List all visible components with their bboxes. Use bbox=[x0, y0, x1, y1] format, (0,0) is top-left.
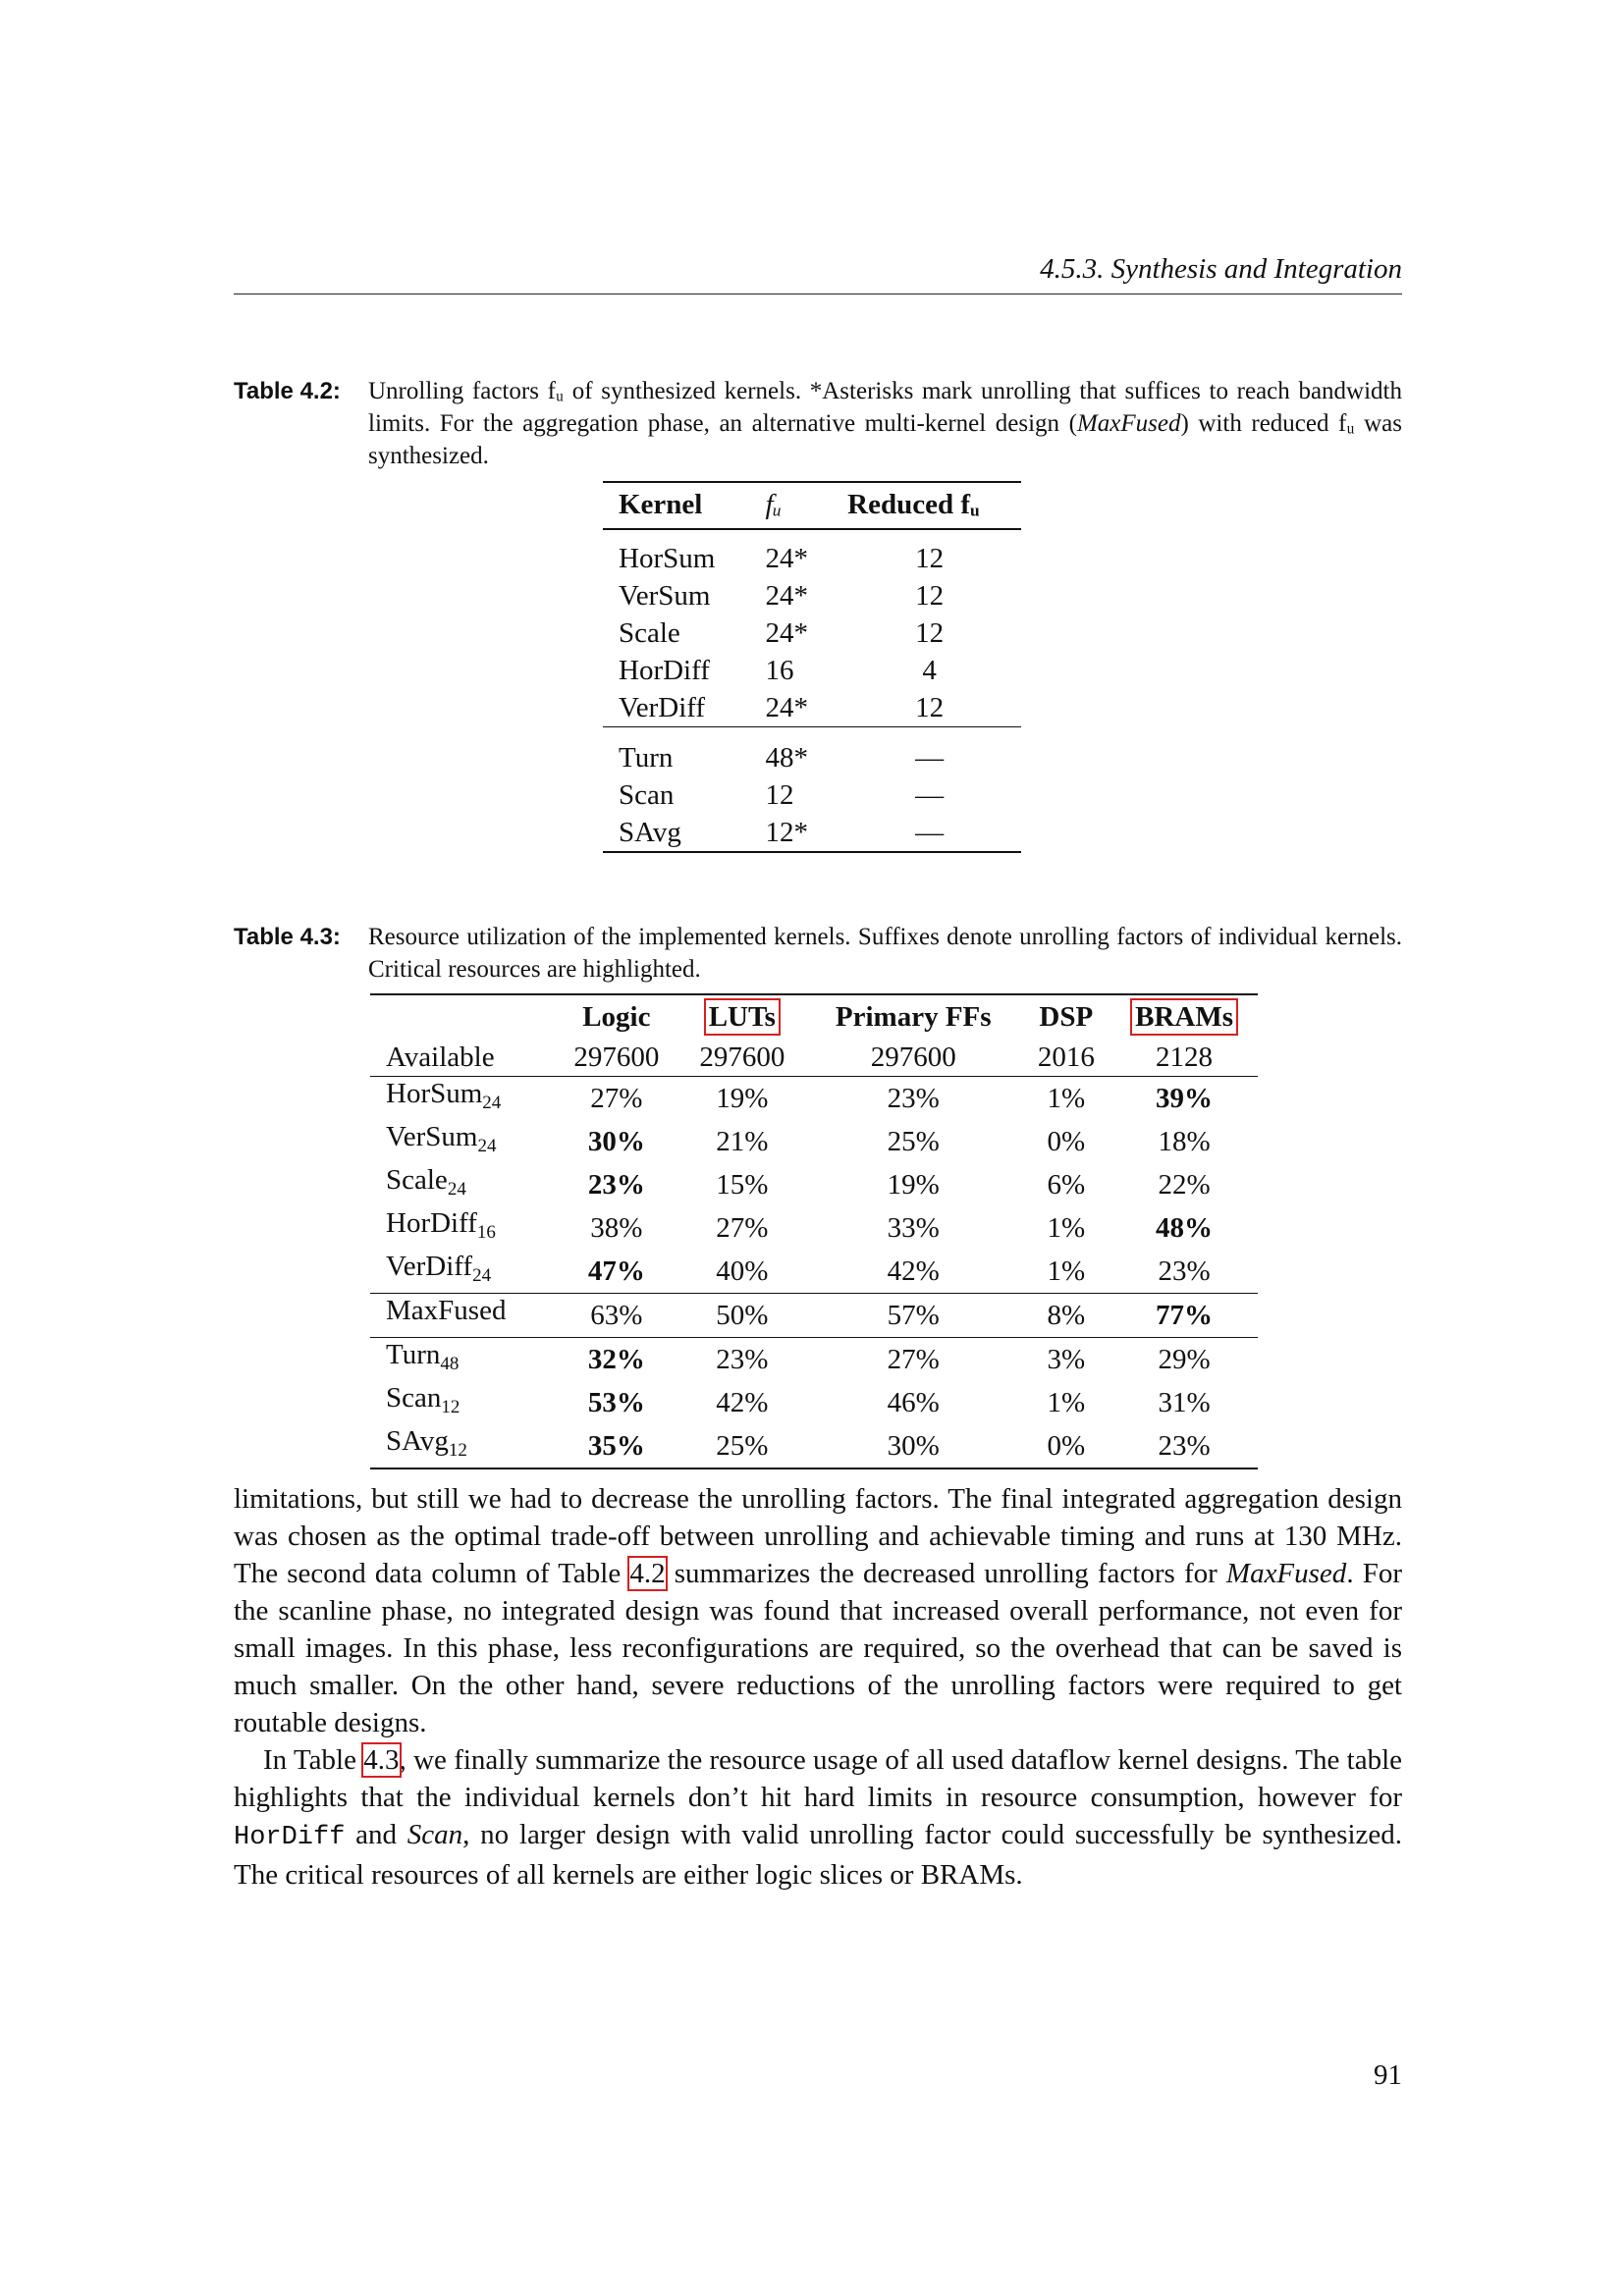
cell: 24* bbox=[765, 580, 809, 612]
table-4-2-caption bbox=[234, 375, 1402, 472]
cell: 48* bbox=[765, 742, 809, 774]
col-header-dsp: DSP bbox=[1039, 1000, 1094, 1033]
kernel-name bbox=[370, 1381, 554, 1424]
cell: 27% bbox=[716, 1211, 769, 1244]
cell: 4 bbox=[922, 655, 937, 686]
page-number: 91 bbox=[1374, 2059, 1402, 2091]
cell bbox=[554, 1250, 679, 1294]
table-row bbox=[603, 577, 1021, 614]
table-row bbox=[603, 529, 1021, 577]
cell: 24* bbox=[765, 617, 809, 649]
cell: 21% bbox=[716, 1125, 769, 1157]
cell: 24* bbox=[765, 543, 809, 574]
unroll-suffix: 12 bbox=[441, 1396, 460, 1417]
cell: 27% bbox=[590, 1082, 643, 1114]
caption-label: Table 4.3: bbox=[234, 924, 341, 950]
available-row bbox=[370, 1039, 1258, 1076]
cell: VerDiff bbox=[619, 692, 706, 723]
col-header: Reduced fᵤ bbox=[847, 488, 980, 520]
kernel-name bbox=[370, 1250, 554, 1294]
running-header: 4.5.3. Synthesis and Integration bbox=[234, 253, 1402, 294]
cell: 23% bbox=[716, 1343, 769, 1375]
col-header-brams bbox=[1110, 994, 1258, 1039]
highlight-box: BRAMs bbox=[1135, 1000, 1233, 1033]
table-row bbox=[370, 1293, 1258, 1337]
table-row bbox=[370, 1163, 1258, 1206]
critical-value: 35% bbox=[587, 1429, 645, 1462]
cell: Scale bbox=[619, 617, 680, 649]
cell bbox=[554, 1120, 679, 1163]
cell: 24* bbox=[765, 692, 809, 723]
cell: 25% bbox=[716, 1429, 769, 1462]
kernel-label: Scan bbox=[386, 1381, 442, 1414]
unroll-suffix: 24 bbox=[472, 1264, 492, 1286]
kernel-name bbox=[370, 1206, 554, 1250]
cell bbox=[1110, 1206, 1258, 1250]
table-row bbox=[603, 689, 1021, 727]
body-text bbox=[234, 1480, 1402, 1894]
critical-value: 47% bbox=[587, 1255, 645, 1287]
cell: 22% bbox=[1158, 1168, 1211, 1201]
unroll-suffix: 12 bbox=[448, 1439, 467, 1461]
cell: Available bbox=[386, 1041, 495, 1073]
cell: 6% bbox=[1047, 1168, 1086, 1201]
caption-text: Resource utilization of the implemented kernels. Suffixes denote unrolling factors of individual kernels. Critical resources are highlighted. bbox=[368, 924, 1402, 983]
kernel-label: HorDiff bbox=[386, 1206, 477, 1239]
col-header: fᵤ bbox=[765, 488, 783, 520]
unroll-suffix: 16 bbox=[476, 1221, 496, 1243]
cell: 0% bbox=[1047, 1125, 1086, 1157]
kernel-label: MaxFused bbox=[386, 1294, 507, 1326]
cell: 1% bbox=[1047, 1211, 1086, 1244]
kernel-label: Scale bbox=[386, 1163, 448, 1196]
kernel-name bbox=[370, 1120, 554, 1163]
cell: 297600 bbox=[573, 1041, 660, 1073]
kernel-label: VerSum bbox=[386, 1120, 478, 1152]
table-row bbox=[603, 614, 1021, 652]
cell bbox=[554, 1163, 679, 1206]
cell: 12 bbox=[915, 543, 945, 574]
cell: 19% bbox=[716, 1082, 769, 1114]
table-ref-link[interactable]: 4.2 bbox=[629, 1558, 666, 1589]
critical-value: 30% bbox=[587, 1125, 645, 1157]
kernel-name bbox=[370, 1163, 554, 1206]
cell: 3% bbox=[1047, 1343, 1086, 1375]
table-row bbox=[370, 1206, 1258, 1250]
cell: 23% bbox=[1158, 1429, 1211, 1462]
kernel-label: VerDiff bbox=[386, 1250, 473, 1282]
cell: 12 bbox=[765, 779, 794, 811]
cell bbox=[554, 1381, 679, 1424]
col-header-empty bbox=[370, 994, 554, 1039]
cell: 30% bbox=[887, 1429, 940, 1462]
kernel-label: SAvg bbox=[386, 1424, 449, 1457]
cell: 2016 bbox=[1037, 1041, 1095, 1073]
kernel-label: Turn bbox=[386, 1338, 441, 1370]
cell: — bbox=[915, 742, 945, 774]
cell: 19% bbox=[887, 1168, 940, 1201]
kernel-name bbox=[370, 1424, 554, 1468]
highlight-box: LUTs bbox=[708, 1000, 776, 1033]
cell: 23% bbox=[887, 1082, 940, 1114]
paragraph: In Table 4.3, we finally summarize the resource usage of all used dataflow kernel designs. The table highlights that the individual kernels don’t hit hard limits in resource consumption, however for HorDiff and Scan, no larger design with valid unrolling factor could successfully be synthesized. The critical resources of all kernels are either logic slices or BRAMs. bbox=[234, 1744, 1403, 1891]
cell: 0% bbox=[1047, 1429, 1086, 1462]
cell: 297600 bbox=[699, 1041, 785, 1073]
cell bbox=[554, 1424, 679, 1468]
critical-value: 32% bbox=[587, 1343, 645, 1375]
cell: 12 bbox=[915, 580, 945, 612]
col-header-luts bbox=[679, 994, 805, 1039]
table-row bbox=[370, 1250, 1258, 1294]
critical-value: 23% bbox=[587, 1168, 645, 1201]
critical-value: 77% bbox=[1156, 1299, 1214, 1331]
table-row bbox=[370, 1076, 1258, 1120]
cell: 297600 bbox=[870, 1041, 956, 1073]
table-4-3-caption bbox=[234, 921, 1402, 986]
cell bbox=[1110, 1076, 1258, 1120]
cell: 42% bbox=[887, 1255, 940, 1287]
cell: 25% bbox=[887, 1125, 940, 1157]
cell: 12* bbox=[765, 817, 809, 848]
table-row bbox=[370, 1337, 1258, 1381]
paragraph: limitations, but still we had to decrease the unrolling factors. The final integrated aggregation design was chosen as the optimal trade-off between unrolling and achievable timing and runs at 130 MHz. The second data column of Table 4.2 summarizes the decreased unrolling factors for MaxFused. For the scanline phase, no integrated design was found that increased overall performance, not even for small images. In this phase, less reconfigurations are required, so the overhead that can be saved is much smaller. On the other hand, severe reductions of the unrolling factors were required to get routable designs. bbox=[234, 1483, 1402, 1738]
cell: Turn bbox=[619, 742, 674, 774]
kernel-name bbox=[370, 1076, 554, 1120]
table-row bbox=[603, 814, 1021, 852]
kernel-name bbox=[370, 1293, 554, 1337]
cell bbox=[1110, 1293, 1258, 1337]
critical-value: 48% bbox=[1156, 1211, 1214, 1244]
cell: 38% bbox=[590, 1211, 643, 1244]
kernel-label: HorSum bbox=[386, 1077, 483, 1109]
caption-text: Unrolling factors fᵤ of synthesized kernels. *Asterisks mark unrolling that suffices to reach bandwidth limits. For the aggregation phase, an alternative multi-kernel design (MaxFused) with reduced fᵤ was synthesized. bbox=[368, 378, 1403, 469]
cell: 50% bbox=[716, 1299, 769, 1331]
unroll-suffix: 48 bbox=[440, 1353, 460, 1374]
unroll-suffix: 24 bbox=[477, 1135, 497, 1156]
cell: 63% bbox=[590, 1299, 643, 1331]
kernel-name bbox=[370, 1337, 554, 1381]
cell: 23% bbox=[1158, 1255, 1211, 1287]
table-4-2 bbox=[603, 481, 1021, 853]
cell: SAvg bbox=[619, 817, 681, 848]
unroll-suffix: 24 bbox=[447, 1178, 466, 1200]
cell: HorSum bbox=[619, 543, 716, 574]
table-row bbox=[603, 727, 1021, 777]
cell: — bbox=[915, 817, 945, 848]
cell: 15% bbox=[716, 1168, 769, 1201]
cell: Scan bbox=[619, 779, 675, 811]
caption-label: Table 4.2: bbox=[234, 378, 341, 404]
cell: 16 bbox=[765, 655, 794, 686]
critical-value: 39% bbox=[1156, 1082, 1214, 1114]
cell: 40% bbox=[716, 1255, 769, 1287]
col-header: Kernel bbox=[619, 488, 703, 520]
cell: 46% bbox=[887, 1386, 940, 1418]
table-row bbox=[603, 776, 1021, 814]
cell bbox=[554, 1337, 679, 1381]
unroll-suffix: 24 bbox=[482, 1092, 502, 1113]
cell: 18% bbox=[1158, 1125, 1211, 1157]
cell: 33% bbox=[887, 1211, 940, 1244]
table-row bbox=[370, 1120, 1258, 1163]
table-header-row bbox=[370, 994, 1258, 1039]
col-header-logic: Logic bbox=[582, 1000, 651, 1033]
cell: 42% bbox=[716, 1386, 769, 1418]
table-ref-link[interactable]: 4.3 bbox=[363, 1744, 400, 1776]
col-header-ffs: Primary FFs bbox=[835, 1000, 992, 1033]
cell: 1% bbox=[1047, 1386, 1086, 1418]
cell: — bbox=[915, 779, 945, 811]
critical-value: 53% bbox=[587, 1386, 645, 1418]
cell: VerSum bbox=[619, 580, 711, 612]
table-row bbox=[603, 652, 1021, 689]
table-row bbox=[370, 1381, 1258, 1424]
cell: 31% bbox=[1158, 1386, 1211, 1418]
cell: 12 bbox=[915, 692, 945, 723]
cell: 29% bbox=[1158, 1343, 1211, 1375]
cell: 57% bbox=[887, 1299, 940, 1331]
table-header-row bbox=[603, 482, 1021, 529]
cell: 27% bbox=[887, 1343, 940, 1375]
cell: HorDiff bbox=[619, 655, 710, 686]
cell: 2128 bbox=[1156, 1041, 1214, 1073]
table-row bbox=[370, 1424, 1258, 1468]
cell: 1% bbox=[1047, 1255, 1086, 1287]
cell: 1% bbox=[1047, 1082, 1086, 1114]
cell: 8% bbox=[1047, 1299, 1086, 1331]
table-4-3 bbox=[370, 993, 1258, 1469]
cell: 12 bbox=[915, 617, 945, 649]
